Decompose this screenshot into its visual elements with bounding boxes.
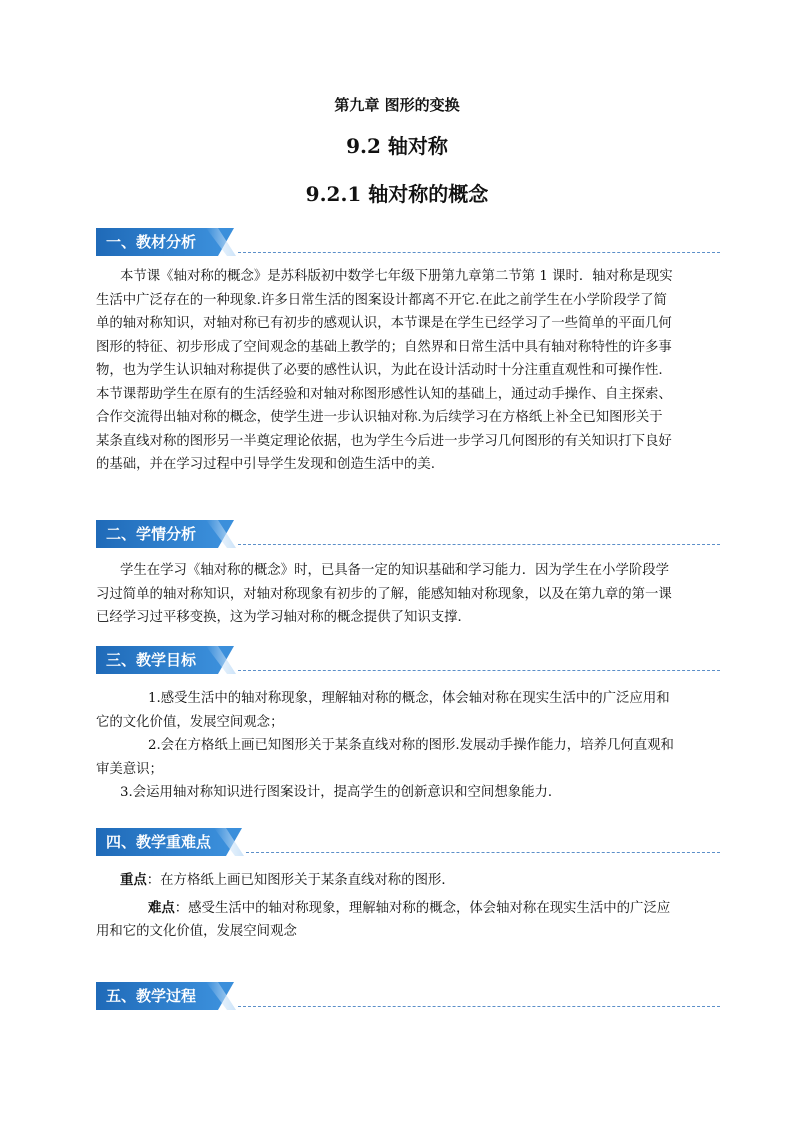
difficulty-label: 难点 <box>148 899 175 916</box>
subsection-title: 9.2.1 轴对称的概念 <box>305 182 489 206</box>
heading-dashed-rule <box>238 1006 720 1007</box>
difficulty-text: ：感受生活中的轴对称现象，理解轴对称的概念，体会轴对称在现实生活中的广泛应 <box>174 900 671 916</box>
text-line: 已经学习过平移变换，这为学习轴对称的概念提供了知识支撑． <box>96 610 471 625</box>
key-point-label: 重点 <box>120 872 147 888</box>
section-title: 9.2 轴对称 <box>346 134 448 158</box>
heading-dashed-rule <box>238 670 720 671</box>
heading-label: 二、学情分析 <box>106 525 197 543</box>
text-line: 本节课帮助学生在原有的生活经验和对轴对称图形感性认知的基础上，通过动手操作、自主探索、 <box>96 386 672 402</box>
goal-item: 3.会运用轴对称知识进行图案设计，提高学生的创新意识和空间想象能力． <box>120 785 562 800</box>
heading-dashed-rule <box>238 544 720 545</box>
text-line: 用和它的文化价值，发展空间观念 <box>96 924 297 939</box>
heading-label: 四、教学重难点 <box>106 833 212 851</box>
paragraph-learner-analysis <box>96 559 720 630</box>
heading-label: 一、教材分析 <box>106 233 197 251</box>
text-line: 它的文化价值，发展空间观念； <box>96 714 284 730</box>
heading-dashed-rule <box>238 252 720 253</box>
section-heading-teaching-goals <box>96 646 720 676</box>
text-line: 审美意识； <box>96 761 163 777</box>
text-line: 习过简单的轴对称知识，对轴对称现象有初步的了解，能感知轴对称现象，以及在第九章的第一课 <box>96 586 672 602</box>
text-line: 单的轴对称知识，对轴对称已有初步的感观认识，本节课是在学生已经学习了一些简单的平面几何 <box>96 316 672 331</box>
text-line: 合作交流得出轴对称的概念，使学生进一步认识轴对称.为后续学习在方格纸上补全已知图形关于 <box>96 410 663 425</box>
text-line: 的基础，并在学习过程中引导学生发现和创造生活中的美. <box>96 457 436 472</box>
text-line: 学生在学习《轴对称的概念》时，已具备一定的知识基础和学习能力．因为学生在小学阶段学 <box>120 563 670 578</box>
goal-item: 1.感受生活中的轴对称现象，理解轴对称的概念，体会轴对称在现实生活中的广泛应用和 <box>148 691 670 706</box>
paragraph-key-points <box>96 869 720 944</box>
heading-dashed-rule <box>246 852 720 853</box>
section-heading-teaching-process <box>96 982 720 1012</box>
text-line: 生活中广泛存在的一种现象.许多日常生活的图案设计都离不开它.在此之前学生在小学阶段学了简 <box>96 292 667 308</box>
section-heading-key-points <box>96 828 720 858</box>
section-heading-textbook-analysis <box>96 228 720 258</box>
paragraph-textbook-analysis <box>96 265 720 477</box>
difficulty-line <box>96 897 720 921</box>
text-line: 图形的特征、初步形成了空间观念的基础上教学的；自然界和日常生活中具有轴对称特性的许多事 <box>96 339 672 355</box>
key-point-text: ：在方格纸上画已知图形关于某条直线对称的图形． <box>146 873 455 888</box>
text-line: 某条直线对称的图形另一半奠定理论依据，也为学生今后进一步学习几何图形的有关知识打下良好 <box>96 433 672 449</box>
goal-item: 2.会在方格纸上画已知图形关于某条直线对称的图形.发展动手操作能力，培养几何直观和 <box>148 738 674 753</box>
heading-label: 五、教学过程 <box>106 987 197 1005</box>
key-point-line <box>96 869 720 893</box>
text-line: 物，也为学生认识轴对称提供了必要的感性认识，为此在设计活动时十分注重直观性和可操作性. <box>96 363 663 378</box>
chapter-title: 第九章 图形的变换 <box>334 96 460 114</box>
heading-label: 三、教学目标 <box>106 651 197 669</box>
section-heading-learner-analysis <box>96 520 720 550</box>
paragraph-teaching-goals <box>96 687 720 805</box>
text-line: 本节课《轴对称的概念》是苏科版初中数学七年级下册第九章第二节第 1 课时．轴对称是现实 <box>120 269 673 284</box>
